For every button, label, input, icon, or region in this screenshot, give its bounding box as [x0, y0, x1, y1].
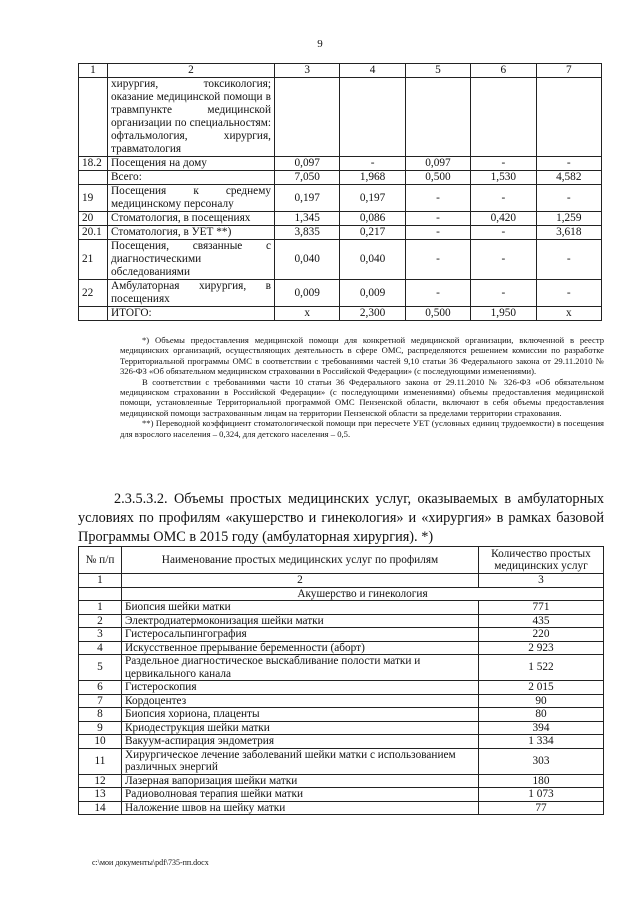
index-row: [79, 574, 604, 588]
row-name: Амбулаторная хирургия, в посещениях: [108, 280, 275, 307]
value-cell: -: [405, 226, 470, 240]
value-cell: 1,968: [340, 171, 405, 185]
index-cell: 2: [108, 64, 275, 78]
value-cell: -: [405, 240, 470, 280]
service-quantity: 2 923: [479, 641, 604, 655]
value-cell: 0,086: [340, 212, 405, 226]
table-header-row: [79, 547, 604, 574]
service-name: Электродиатермоконизация шейки матки: [122, 614, 479, 628]
value-cell: 4,582: [536, 171, 601, 185]
table-row: [79, 748, 604, 774]
row-number: 18.2: [79, 157, 108, 171]
table-row: [79, 735, 604, 749]
value-cell: -: [471, 185, 536, 212]
row-number: 11: [79, 748, 122, 774]
row-number: 13: [79, 788, 122, 802]
row-name: хирургия, токсикология; оказание медицинской помощи в травмпункте медицинской организации по специальностям: офтальмология, хирургия, травматология: [108, 78, 275, 157]
col-qty-header: Количество простых медицинских услуг: [479, 547, 604, 574]
file-path: c:\мои документы\pdf\735-пп.docx: [92, 858, 209, 867]
table-row: [79, 655, 604, 681]
service-quantity: 80: [479, 708, 604, 722]
value-cell: 0,097: [405, 157, 470, 171]
row-name: Стоматология, в посещениях: [108, 212, 275, 226]
section-title: Акушерство и гинекология: [122, 587, 604, 601]
table-row: [79, 78, 602, 157]
section-row: [79, 587, 604, 601]
row-number: 12: [79, 774, 122, 788]
value-cell: 1,259: [536, 212, 601, 226]
service-name: Лазерная вапоризация шейки матки: [122, 774, 479, 788]
value-cell: 2,300: [340, 307, 405, 321]
service-quantity: 394: [479, 721, 604, 735]
row-name: Стоматология, в УЕТ **): [108, 226, 275, 240]
table-row: [79, 171, 602, 185]
row-number: 1: [79, 601, 122, 615]
service-quantity: 2 015: [479, 681, 604, 695]
service-name: Биопсия хориона, плаценты: [122, 708, 479, 722]
service-name: Гистероскопия: [122, 681, 479, 695]
value-cell: 1,950: [471, 307, 536, 321]
service-quantity: 1 334: [479, 735, 604, 749]
value-cell: х: [275, 307, 340, 321]
row-number: 6: [79, 681, 122, 695]
value-cell: 0,040: [275, 240, 340, 280]
service-name: Гистеросальпингография: [122, 628, 479, 642]
table-row: [79, 307, 602, 321]
value-cell: 0,217: [340, 226, 405, 240]
row-number: 22: [79, 280, 108, 307]
table-row: [79, 226, 602, 240]
value-cell: 1,530: [471, 171, 536, 185]
service-name: Биопсия шейки матки: [122, 601, 479, 615]
value-cell: [275, 78, 340, 157]
page-number: 9: [317, 38, 323, 50]
table-row: [79, 185, 602, 212]
table-row: [79, 280, 602, 307]
value-cell: 7,050: [275, 171, 340, 185]
index-cell: 1: [79, 64, 108, 78]
section-heading: 2.3.5.3.2. Объемы простых медицинских услуг, оказываемых в амбулаторных условиях по профилям «акушерство и гинекология» и «хирургия» в рамках базовой Программы ОМС в 2015 году (амбулаторная хирургия). *): [78, 491, 604, 545]
service-name: Радиоволновая терапия шейки матки: [122, 788, 479, 802]
value-cell: -: [405, 212, 470, 226]
col-num-header: № п/п: [79, 547, 122, 574]
row-number: 10: [79, 735, 122, 749]
value-cell: [405, 78, 470, 157]
volumes-table: [78, 63, 602, 321]
value-cell: [340, 78, 405, 157]
table-row: [79, 641, 604, 655]
row-number: 4: [79, 641, 122, 655]
row-number: 19: [79, 185, 108, 212]
service-quantity: 771: [479, 601, 604, 615]
table-row: [79, 157, 602, 171]
value-cell: 0,197: [340, 185, 405, 212]
row-number: 5: [79, 655, 122, 681]
table-row: [79, 240, 602, 280]
service-name: Хирургическое лечение заболеваний шейки матки с использованием различных энергий: [122, 748, 479, 774]
table-row: [79, 721, 604, 735]
table-row: [79, 614, 604, 628]
index-cell: 6: [471, 64, 536, 78]
row-number: [79, 171, 108, 185]
value-cell: 0,009: [275, 280, 340, 307]
value-cell: -: [536, 280, 601, 307]
footnote-1: *) Объемы предоставления медицинской помощи для конкретной медицинской организации, включенной в реестр медицинских организаций, осуществляющих деятельность в сфере ОМС, распределяются решением комиссии по разработке Территориальной программы ОМС в соответствии с требованиями частей 9,10 статьи 36 Федерального закона от 29.11.2010 № 326-ФЗ «Об обязательном медицинском страховании в Российской Федерации» (с последующими изменениями).: [120, 335, 604, 377]
table-row: [79, 681, 604, 695]
value-cell: х: [536, 307, 601, 321]
service-quantity: 1 073: [479, 788, 604, 802]
index-cell: 3: [275, 64, 340, 78]
row-name: Посещения на дому: [108, 157, 275, 171]
row-number: [79, 78, 108, 157]
row-number: 20.1: [79, 226, 108, 240]
row-number: 20: [79, 212, 108, 226]
table-row: [79, 788, 604, 802]
index-cell: 2: [122, 574, 479, 588]
table-row: [79, 601, 604, 615]
service-name: Наложение швов на шейку матки: [122, 801, 479, 815]
value-cell: 0,040: [340, 240, 405, 280]
row-number: [79, 307, 108, 321]
services-table: [78, 546, 604, 815]
service-quantity: 77: [479, 801, 604, 815]
service-name: Раздельное диагностическое выскабливание полости матки и цервикального канала: [122, 655, 479, 681]
value-cell: -: [471, 226, 536, 240]
service-name: Искусственное прерывание беременности (аборт): [122, 641, 479, 655]
value-cell: 3,835: [275, 226, 340, 240]
value-cell: 0,097: [275, 157, 340, 171]
value-cell: 0,500: [405, 307, 470, 321]
index-cell: 7: [536, 64, 601, 78]
index-cell: 4: [340, 64, 405, 78]
table-row: [79, 694, 604, 708]
value-cell: [536, 78, 601, 157]
row-name: Посещения, связанные с диагностическими обследованиями: [108, 240, 275, 280]
value-cell: -: [536, 157, 601, 171]
service-name: Кордоцентез: [122, 694, 479, 708]
service-name: Криодеструкция шейки матки: [122, 721, 479, 735]
table-row: [79, 801, 604, 815]
row-number: 9: [79, 721, 122, 735]
value-cell: -: [405, 185, 470, 212]
row-name: Всего:: [108, 171, 275, 185]
row-name: ИТОГО:: [108, 307, 275, 321]
index-cell: 5: [405, 64, 470, 78]
service-quantity: 180: [479, 774, 604, 788]
value-cell: [471, 78, 536, 157]
table-row: [79, 212, 602, 226]
value-cell: -: [471, 240, 536, 280]
service-quantity: 220: [479, 628, 604, 642]
service-quantity: 90: [479, 694, 604, 708]
index-cell: 1: [79, 574, 122, 588]
service-quantity: 435: [479, 614, 604, 628]
footnote-3: **) Переводной коэффициент стоматологической помощи при пересчете УЕТ (условных единиц трудоемкости) в посещения для взрослого населения – 0,324, для детского населения – 0,5.: [120, 418, 604, 439]
index-cell: 3: [479, 574, 604, 588]
value-cell: -: [536, 240, 601, 280]
value-cell: 0,197: [275, 185, 340, 212]
row-number: 14: [79, 801, 122, 815]
row-number: 2: [79, 614, 122, 628]
value-cell: 0,420: [471, 212, 536, 226]
table-row: [79, 628, 604, 642]
value-cell: 1,345: [275, 212, 340, 226]
value-cell: -: [405, 280, 470, 307]
footnotes: [120, 335, 604, 439]
service-quantity: 1 522: [479, 655, 604, 681]
value-cell: -: [536, 185, 601, 212]
value-cell: 0,500: [405, 171, 470, 185]
row-number: 7: [79, 694, 122, 708]
service-quantity: 303: [479, 748, 604, 774]
col-name-header: Наименование простых медицинских услуг по профилям: [122, 547, 479, 574]
value-cell: 0,009: [340, 280, 405, 307]
table-row: [79, 708, 604, 722]
row-number: 3: [79, 628, 122, 642]
table-row: [79, 774, 604, 788]
footnote-2: В соответствии с требованиями части 10 статьи 36 Федерального закона от 29.11.2010 № 326-ФЗ «Об обязательном медицинском страховании в Российской Федерации» (с последующими изменениями) объемы предоставления медицинской помощи, установленные Территориальной программой ОМС Пензенской области, включают в себя объемы предоставления медицинской помощи застрахованным лицам на территории Пензенской области за пределами территории страхования.: [120, 376, 604, 418]
value-cell: -: [471, 157, 536, 171]
value-cell: -: [340, 157, 405, 171]
value-cell: -: [471, 280, 536, 307]
service-name: Вакуум-аспирация эндометрия: [122, 735, 479, 749]
table-index-row: [79, 64, 602, 78]
row-name: Посещения к среднему медицинскому персоналу: [108, 185, 275, 212]
value-cell: 3,618: [536, 226, 601, 240]
row-number: 21: [79, 240, 108, 280]
row-number: 8: [79, 708, 122, 722]
